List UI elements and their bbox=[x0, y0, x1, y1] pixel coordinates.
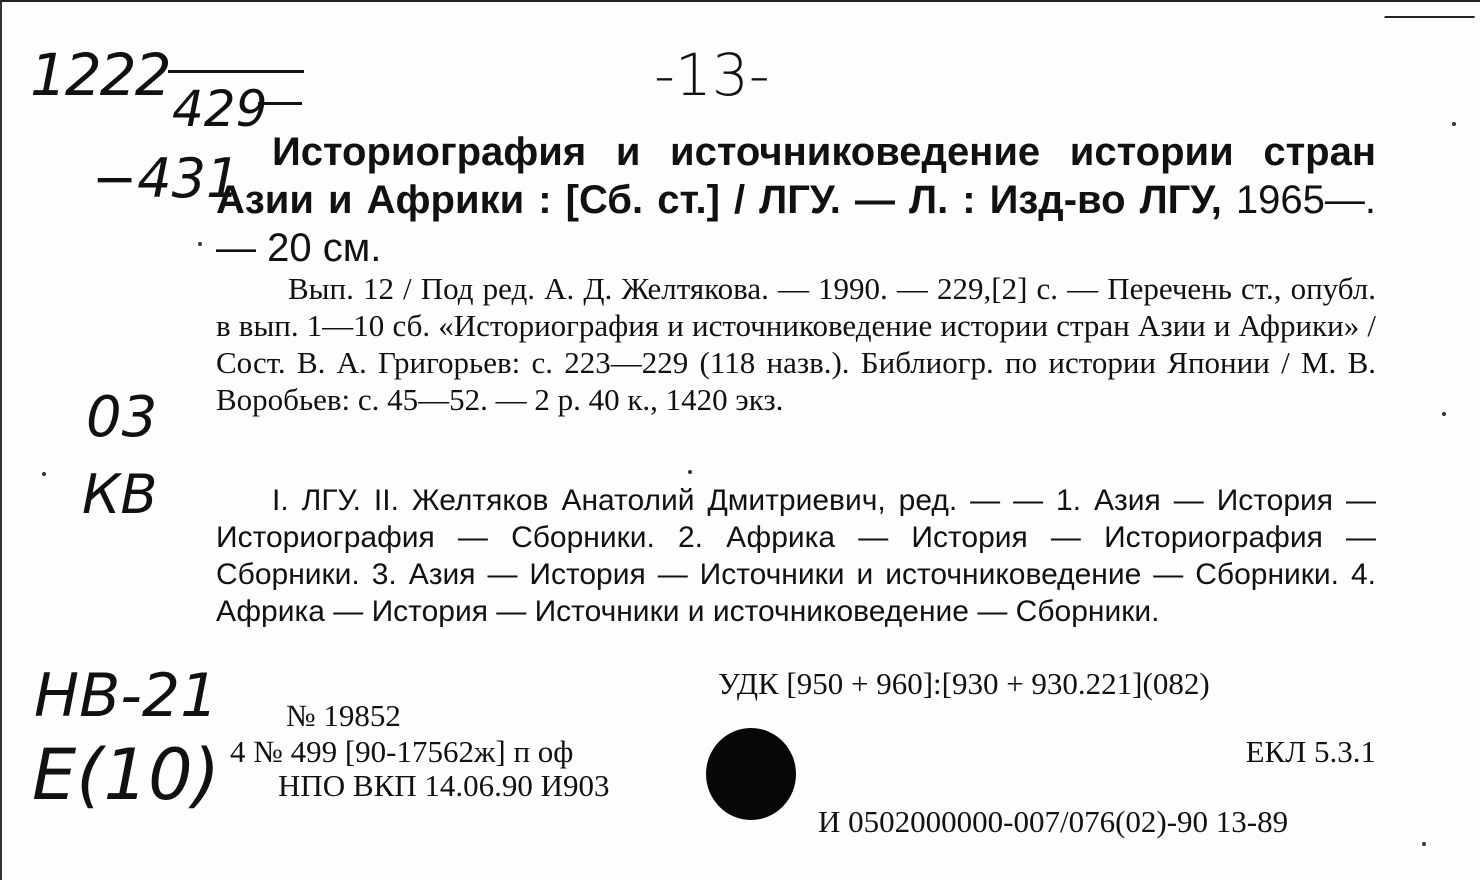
handwritten-call-number-low-value: 431 bbox=[137, 147, 241, 210]
speck bbox=[688, 470, 692, 474]
handwritten-code-03: 03 bbox=[86, 385, 158, 450]
order-line-2: НПО ВКП 14.06.90 И903 bbox=[278, 768, 610, 803]
handwritten-code-kb: КВ bbox=[82, 463, 158, 526]
punch-hole bbox=[706, 728, 796, 820]
handwritten-call-number-low: −431 bbox=[92, 147, 241, 210]
title-year: 1965—. — 20 см. bbox=[216, 178, 1376, 270]
subject-tracings: I. ЛГУ. II. Желтяков Анатолий Дмитриевич, ред. — — 1. Азия — История — Историография — Сборники. 2. Африка — История — Историография — Сборники. 3. Азия — История — Источники и источниковедение — Сборники. 4. Африка — История — Источники и источниковедение — Сборники. bbox=[216, 484, 1376, 628]
title-entry bbox=[216, 128, 1376, 272]
speck bbox=[42, 472, 46, 476]
handwritten-code-e: Е(10) bbox=[32, 734, 220, 816]
corner-mark bbox=[1384, 2, 1480, 18]
handwritten-code-hb: НВ-21 bbox=[34, 661, 219, 731]
handwritten-call-number-mid: 429 bbox=[172, 80, 268, 138]
index-code: И 0502000000-007/076(02)-90 13-89 bbox=[818, 804, 1289, 839]
speck bbox=[1442, 412, 1446, 416]
speck bbox=[198, 242, 202, 246]
order-line-1: 4 № 499 [90-17562ж] п оф bbox=[230, 734, 574, 769]
volume-entry: Вып. 12 / Под ред. А. Д. Желтякова. — 1990. — 229,[2] с. — Перечень ст., опубл. в вып. 1—10 сб. «Историография и источниковедение истории стран Азии и Африки» / Сост. В. А. Григорьев: с. 223—229 (118 назв.). Библиогр. по истории Японии / М. В. Воробьев: с. 45—52. — 2 р. 40 к., 1420 экз. bbox=[216, 271, 1376, 417]
speck bbox=[1422, 842, 1426, 846]
registration-number: № 19852 bbox=[286, 698, 401, 733]
title-text: Историография и источниковедение истории стран Азии и Африки : [Сб. ст.] / ЛГУ. — Л. : Изд-во ЛГУ, bbox=[216, 130, 1376, 222]
speck bbox=[1452, 122, 1456, 126]
handwritten-call-number-top: 1222 bbox=[30, 41, 170, 109]
handwritten-page-number: -13- bbox=[654, 41, 770, 109]
ekl-code: ЕКЛ 5.3.1 bbox=[1245, 734, 1376, 769]
udc-code: УДК [950 + 960]:[930 + 930.221](082) bbox=[718, 666, 1210, 701]
